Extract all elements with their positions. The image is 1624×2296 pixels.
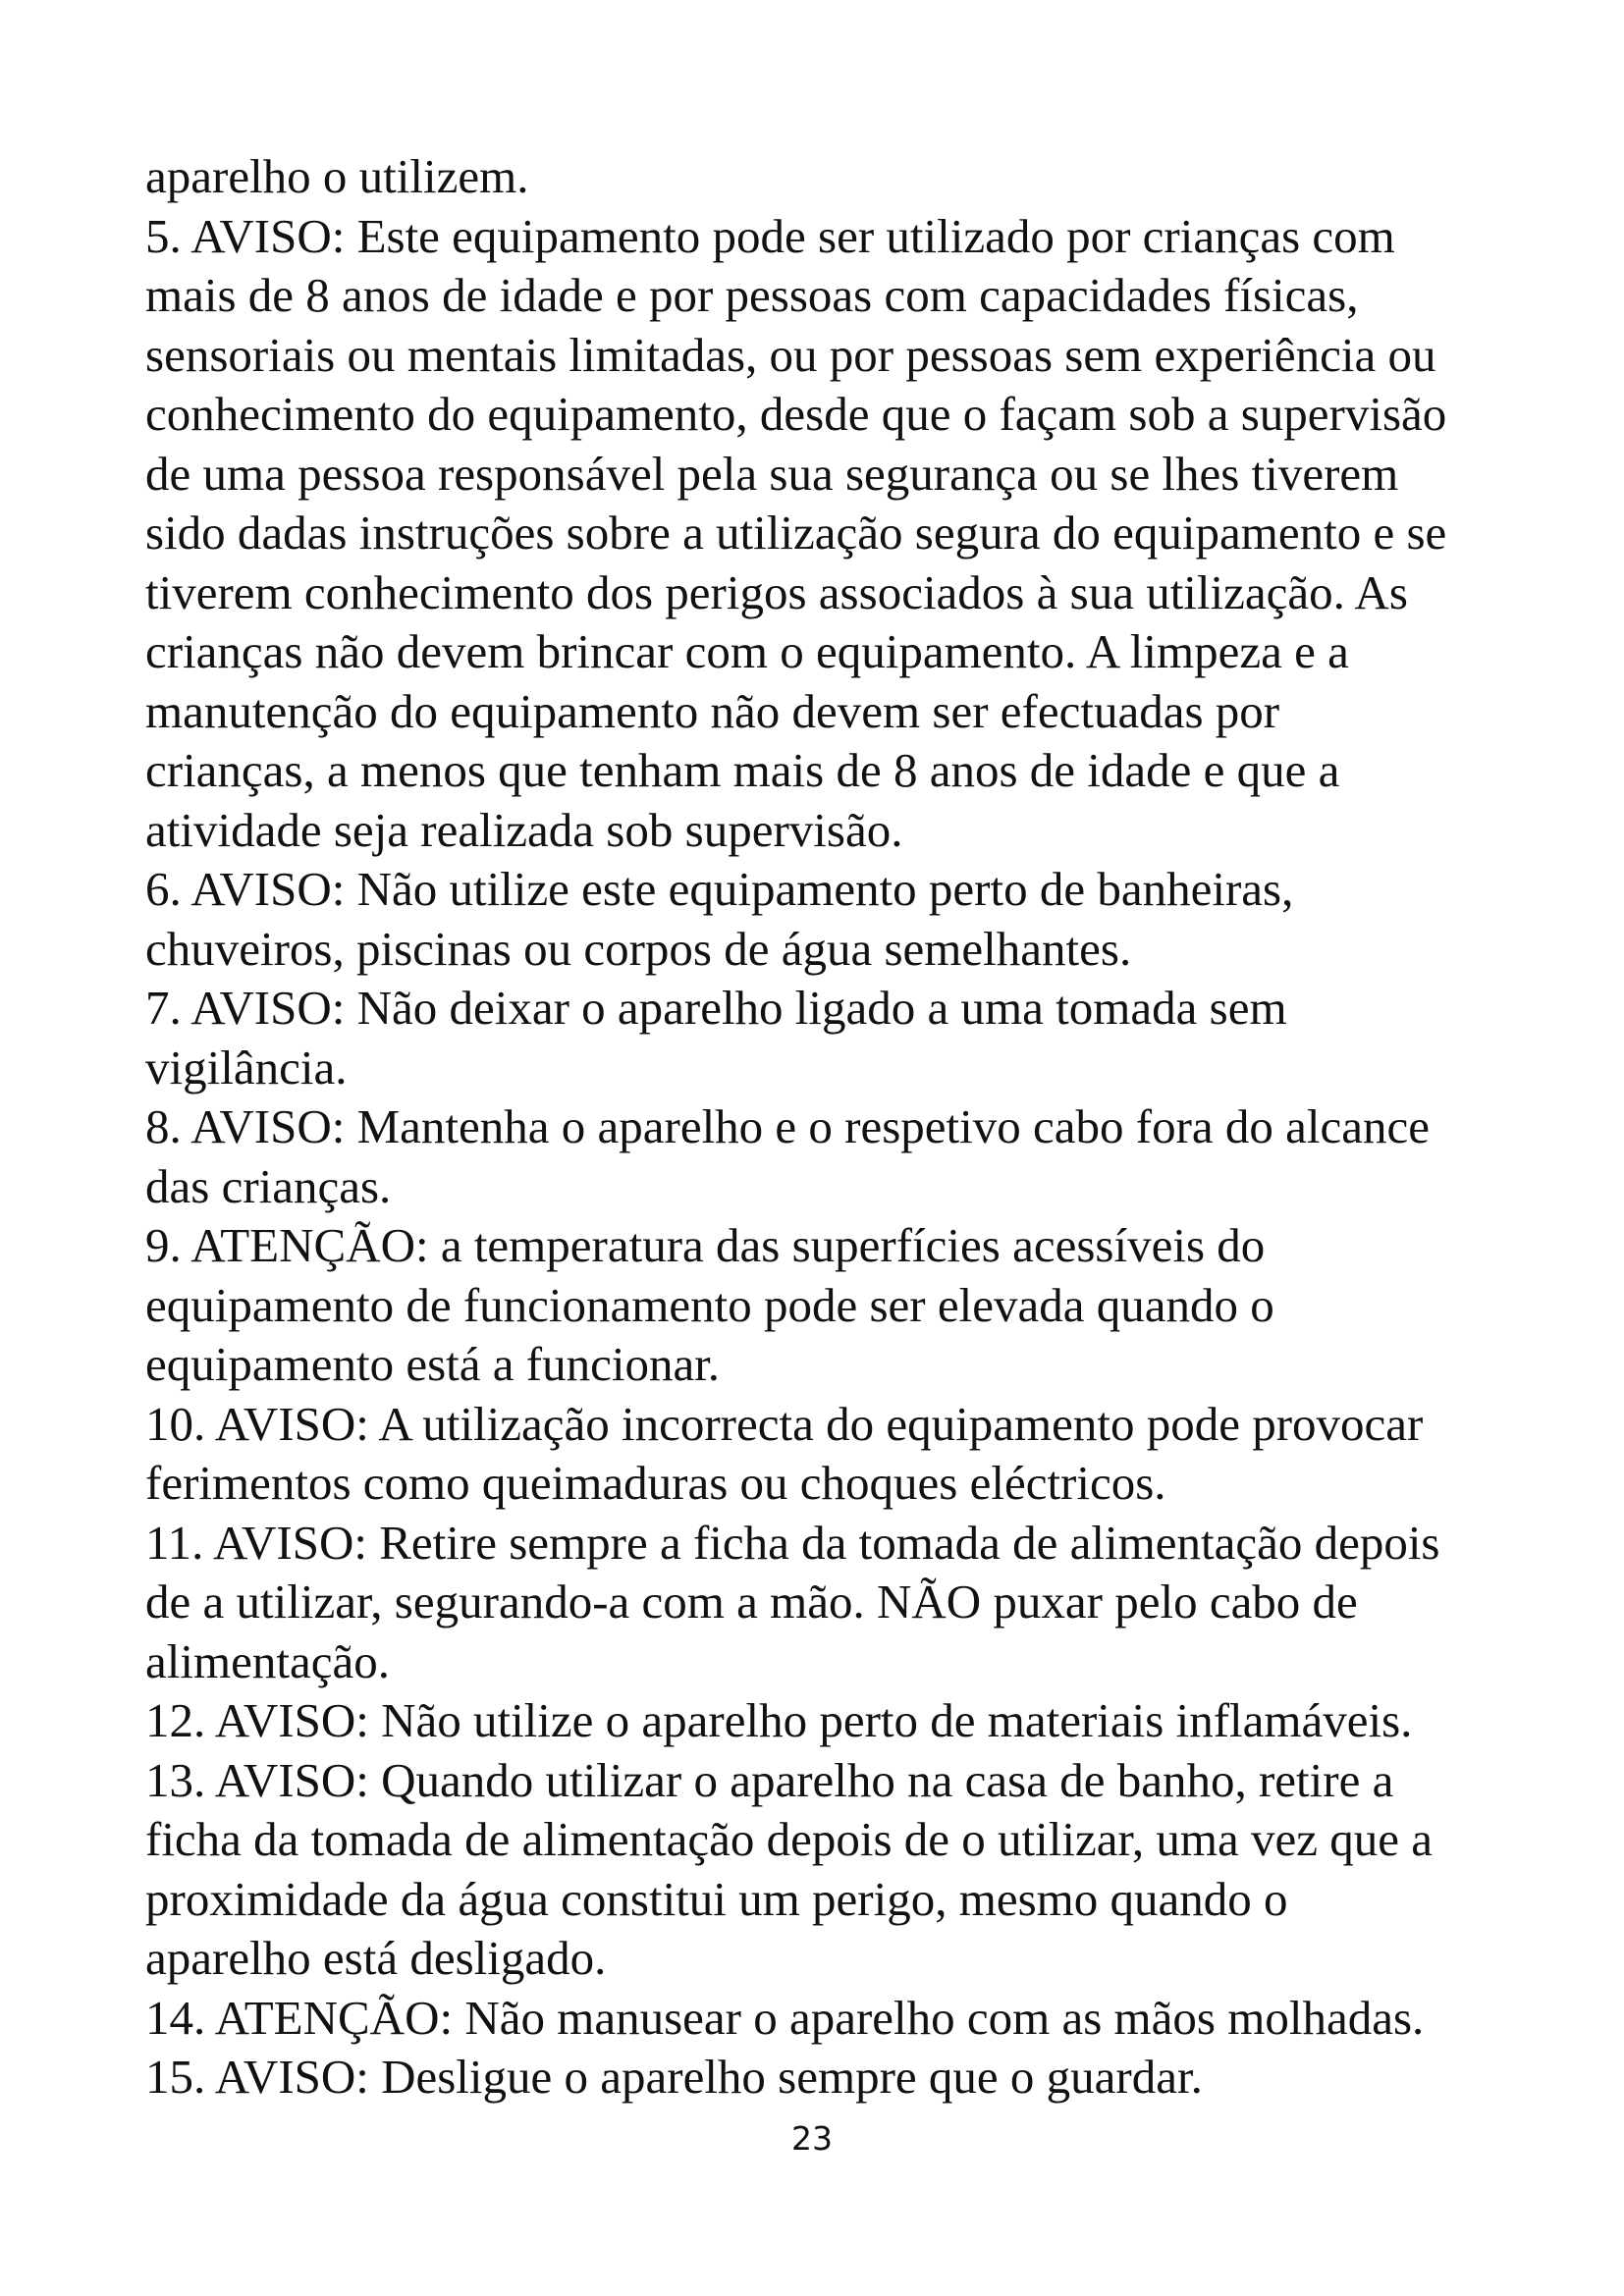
text-line: 7. AVISO: Não deixar o aparelho ligado a uma tomada sem (145, 981, 1287, 1035)
text-line: 6. AVISO: Não utilize este equipamento perto de banheiras, (145, 862, 1294, 916)
text-line: chuveiros, piscinas ou corpos de água semelhantes. (145, 921, 1132, 976)
text-line: proximidade da água constitui um perigo, mesmo quando o (145, 1871, 1288, 1926)
text-line: ferimentos como queimaduras ou choques eléctricos. (145, 1456, 1166, 1510)
text-line: 9. ATENÇÃO: a temperatura das superfícies acessíveis do (145, 1218, 1266, 1272)
text-line: 14. ATENÇÃO: Não manusear o aparelho com as mãos molhadas. (145, 1990, 1425, 2045)
text-line: conhecimento do equipamento, desde que o façam sob a supervisão (145, 387, 1447, 441)
text-line: 13. AVISO: Quando utilizar o aparelho na casa de banho, retire a (145, 1752, 1394, 1807)
text-line: mais de 8 anos de idade e por pessoas com capacidades físicas, (145, 268, 1359, 322)
text-line: 11. AVISO: Retire sempre a ficha da tomada de alimentação depois (145, 1515, 1440, 1570)
text-line: ficha da tomada de alimentação depois de o utilizar, uma vez que a (145, 1812, 1433, 1866)
text-line: manutenção do equipamento não devem ser efectuadas por (145, 683, 1280, 738)
text-line: atividade seja realizada sob supervisão. (145, 802, 903, 857)
text-line: crianças não devem brincar com o equipamento. A limpeza e a (145, 624, 1349, 678)
text-line: vigilância. (145, 1040, 348, 1095)
text-line: 10. AVISO: A utilização incorrecta do equipamento pode provocar (145, 1396, 1424, 1451)
text-line: 12. AVISO: Não utilize o aparelho perto de materiais inflamáveis. (145, 1693, 1413, 1747)
body-text (145, 147, 1549, 2108)
text-line: crianças, a menos que tenham mais de 8 anos de idade e que a (145, 743, 1340, 797)
text-line: equipamento está a funcionar. (145, 1337, 721, 1391)
text-line: aparelho está desligado. (145, 1931, 607, 1985)
text-line: de uma pessoa responsável pela sua segurança ou se lhes tiverem (145, 446, 1399, 501)
text-line: aparelho o utilizem. (145, 149, 529, 203)
page-number: 23 (791, 2119, 833, 2158)
text-line: das crianças. (145, 1158, 392, 1213)
text-line: 5. AVISO: Este equipamento pode ser utilizado por crianças com (145, 208, 1395, 263)
text-line: tiverem conhecimento dos perigos associados à sua utilização. As (145, 564, 1408, 619)
text-line: sido dadas instruções sobre a utilização segura do equipamento e se (145, 506, 1447, 560)
text-line: 15. AVISO: Desligue o aparelho sempre que o guardar. (145, 2050, 1203, 2104)
text-line: equipamento de funcionamento pode ser elevada quando o (145, 1277, 1274, 1332)
text-line: 8. AVISO: Mantenha o aparelho e o respetivo cabo fora do alcance (145, 1099, 1431, 1153)
text-line: de a utilizar, segurando-a com a mão. NÃO puxar pelo cabo de (145, 1575, 1358, 1629)
text-line: sensoriais ou mentais limitadas, ou por pessoas sem experiência ou (145, 327, 1436, 382)
text-line: alimentação. (145, 1633, 390, 1688)
